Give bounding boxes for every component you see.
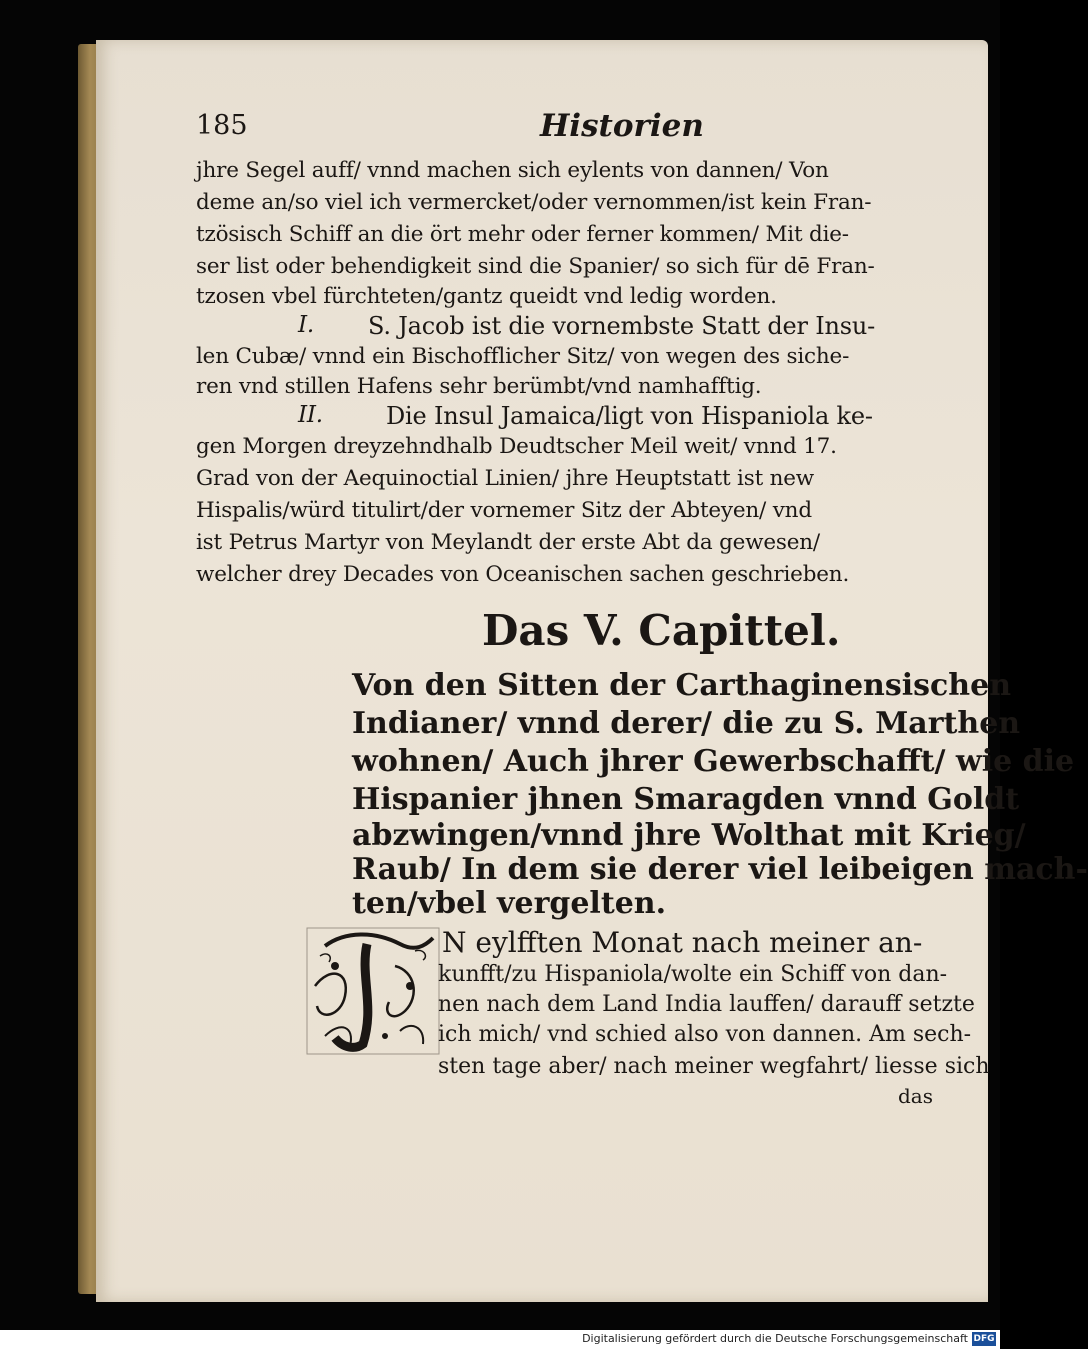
text-line: ser list oder behendigkeit sind die Spanier/ so sich für dē Fran- bbox=[196, 254, 875, 279]
chapter-summary-line: wohnen/ Auch jhrer Gewerbschafft/ wie die bbox=[352, 744, 1075, 779]
note-line: S. Jacob ist die vornembste Statt der Insu- bbox=[368, 312, 876, 340]
note-line: ist Petrus Martyr von Meylandt der erste Abt da gewesen/ bbox=[196, 530, 820, 555]
dfg-logo: DFG bbox=[973, 1334, 995, 1344]
chapter-summary-line: Indianer/ vnnd derer/ die zu S. Marthen bbox=[352, 706, 1021, 741]
note-line: gen Morgen dreyzehndhalb Deudtscher Meil weit/ vnnd 17. bbox=[196, 434, 837, 459]
body-line: sten tage aber/ nach meiner wegfahrt/ liesse sich bbox=[438, 1054, 990, 1079]
body-line: ich mich/ vnd schied also von dannen. Am sech- bbox=[438, 1022, 972, 1047]
chapter-summary-line: abzwingen/vnnd jhre Wolthat mit Krieg/ bbox=[352, 818, 1026, 853]
chapter-summary-line: ten/vbel vergelten. bbox=[352, 886, 667, 921]
note-line: ren vnd stillen Hafens sehr berümbt/vnd namhafftig. bbox=[196, 374, 762, 399]
text-line: tzösisch Schiff an die ört mehr oder ferner kommen/ Mit die- bbox=[196, 222, 849, 247]
note-marker-II: II. bbox=[298, 402, 323, 428]
text-line: tzosen vbel fürchteten/gantz queidt vnd ledig worden. bbox=[196, 284, 777, 309]
body-line: kunfft/zu Hispaniola/wolte ein Schiff von dan- bbox=[438, 962, 948, 987]
chapter-title: Das V. Capittel. bbox=[482, 606, 841, 655]
chapter-summary-line: Raub/ In dem sie derer viel leibeigen mach- bbox=[352, 852, 1088, 887]
page-number: 185 bbox=[196, 110, 248, 141]
footer-bar bbox=[0, 1330, 1000, 1349]
funding-credit: Digitalisierung gefördert durch die Deutsche Forschungsgemeinschaft bbox=[582, 1332, 968, 1345]
chapter-summary-line: Von den Sitten der Carthaginensischen bbox=[352, 668, 1012, 703]
text-line: jhre Segel auff/ vnnd machen sich eylents von dannen/ Von bbox=[196, 158, 829, 183]
running-head: Historien bbox=[540, 108, 704, 144]
body-line: nen nach dem Land India lauffen/ darauff setzte bbox=[438, 992, 975, 1017]
chapter-summary-line: Hispanier jhnen Smaragden vnnd Goldt bbox=[352, 782, 1020, 817]
note-line: Die Insul Jamaica/ligt von Hispaniola ke- bbox=[386, 402, 873, 430]
note-line: welcher drey Decades von Oceanischen sachen geschrieben. bbox=[196, 562, 850, 587]
note-marker-I: I. bbox=[298, 312, 314, 338]
decorated-initial-I bbox=[305, 926, 441, 1056]
note-line: len Cubæ/ vnnd ein Bischofflicher Sitz/ von wegen des siche- bbox=[196, 344, 850, 369]
note-line: Grad von der Aequinoctial Linien/ jhre Heuptstatt ist new bbox=[196, 466, 815, 491]
text-line: deme an/so viel ich vermercket/oder vernommen/ist kein Fran- bbox=[196, 190, 872, 215]
note-line: Hispalis/würd titulirt/der vornemer Sitz der Abteyen/ vnd bbox=[196, 498, 812, 523]
body-line: N eylfften Monat nach meiner an- bbox=[442, 926, 923, 959]
catchword: das bbox=[898, 1084, 933, 1108]
